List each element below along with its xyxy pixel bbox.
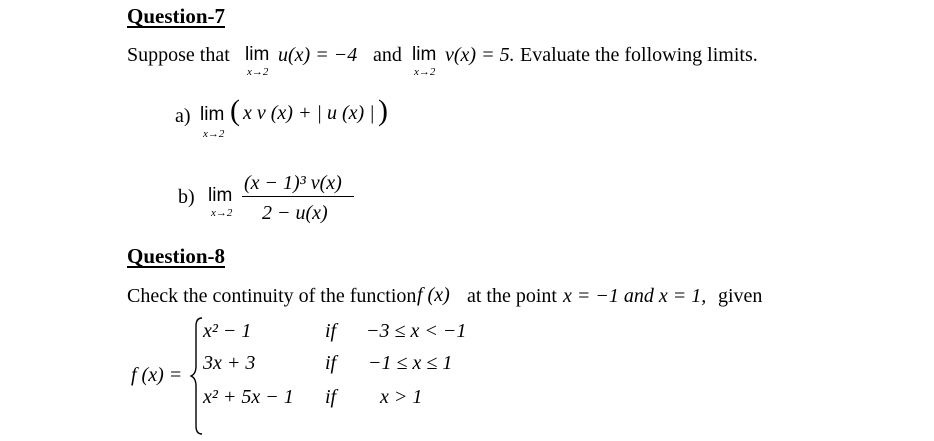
- q7-lim-u: lim: [245, 44, 270, 65]
- part-a-label: a): [175, 105, 191, 127]
- q7-lim-v-sub: x→2: [414, 66, 436, 78]
- q7-intro-suffix: Evaluate the following limits.: [520, 44, 758, 66]
- piecewise-f-label: f (x) =: [131, 364, 183, 386]
- case-2-if: if: [325, 352, 337, 374]
- part-b-denominator: 2 − u(x): [262, 202, 328, 224]
- case-1-if: if: [325, 320, 337, 342]
- q7-intro-prefix: Suppose that: [127, 44, 230, 66]
- case-2-expression: 3x + 3: [203, 352, 256, 374]
- q7-lim-v: lim: [412, 44, 437, 65]
- q8-at-point: at the point: [467, 285, 557, 307]
- part-b-numerator: (x − 1)³ v(x): [244, 172, 342, 194]
- question-7-heading: Question-7: [127, 4, 226, 28]
- part-b-fraction-bar: [242, 196, 354, 197]
- part-a-right-paren: ): [378, 94, 388, 127]
- part-a-expression: x v (x) + | u (x) |: [243, 102, 375, 124]
- q7-lim-u-sub: x→2: [247, 66, 269, 78]
- part-a-left-paren: (: [230, 94, 240, 127]
- piecewise-brace-icon: [190, 316, 204, 436]
- part-b-lim: lim: [208, 185, 233, 206]
- part-a-lim: lim: [200, 104, 225, 125]
- part-a-lim-sub: x→2: [203, 128, 225, 140]
- question-8-heading: Question-8: [127, 244, 226, 268]
- part-b-lim-sub: x→2: [211, 207, 233, 219]
- case-3-if: if: [325, 386, 337, 408]
- q8-intro: Check the continuity of the function: [127, 285, 417, 307]
- q8-function: f (x): [417, 284, 450, 306]
- q8-points: x = −1 and x = 1,: [563, 285, 707, 307]
- case-3-expression: x² + 5x − 1: [203, 386, 294, 408]
- case-2-condition: −1 ≤ x ≤ 1: [368, 352, 453, 374]
- q8-given: given: [718, 285, 763, 307]
- part-b-label: b): [178, 186, 195, 208]
- q7-u-expression: u(x) = −4: [278, 44, 358, 66]
- q7-v-expression: v(x) = 5.: [445, 44, 515, 66]
- case-1-expression: x² − 1: [203, 320, 252, 342]
- q7-and: and: [373, 44, 402, 66]
- case-1-condition: −3 ≤ x < −1: [366, 320, 467, 342]
- case-3-condition: x > 1: [380, 386, 423, 408]
